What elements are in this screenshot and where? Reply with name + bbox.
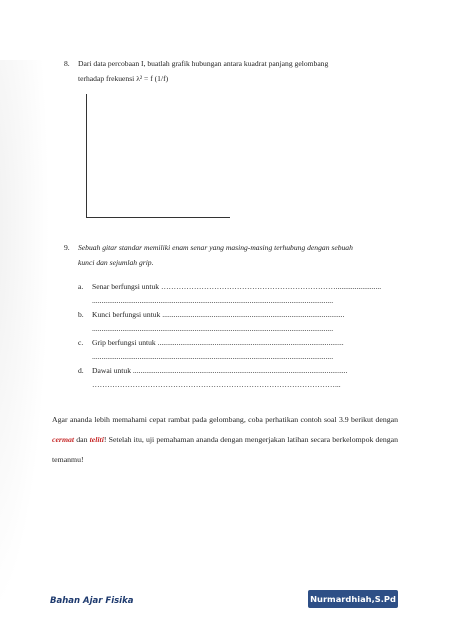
emphasis-teliti: teliti (89, 435, 104, 444)
question-8-text (78, 56, 398, 86)
background-decoration (0, 60, 50, 620)
item-d-answer-line: ……………………………………………………………………………………... (92, 380, 341, 389)
question-8 (64, 56, 398, 88)
instruction-paragraph (52, 410, 398, 470)
item-b-prompt: Kunci berfungsi untuk ................................................................................................ (92, 310, 345, 319)
paragraph-part-1: Agar ananda lebih memahami cepat rambat pada gelombang, coba perhatikan contoh soal 3.9 berikut dengan (52, 415, 398, 424)
item-b-answer-line: ............................................................................................................................... (92, 324, 334, 333)
question-8-line-2: terhadap frekuensi λ² = f (1/f) (78, 74, 169, 83)
question-9-text (78, 240, 398, 270)
graph-x-axis (86, 217, 230, 218)
footer-book-title: Bahan Ajar Fisika (50, 596, 134, 606)
paragraph-part-2: dan (74, 435, 90, 444)
paragraph-part-3: ! Setelah itu, uji pemahaman ananda dengan mengerjakan latihan secara berkelompok dengan temanmu! (52, 435, 399, 464)
question-9-line-1: Sebuah gitar standar memiliki enam senar yang masing-masing terhubung dengan sebuah (78, 243, 353, 252)
item-c-prompt: Grip berfungsi untuk .................................................................................................. (92, 338, 344, 347)
blank-graph-area (86, 94, 230, 218)
item-c-letter: c. (78, 338, 84, 347)
item-c-answer-line: ............................................................................................................................... (92, 352, 334, 361)
footer-author-badge: Nurmardhiah,S.Pd (308, 590, 398, 608)
question-8-line-1: Dari data percobaan I, buatlah grafik hubungan antara kuadrat panjang gelombang (78, 59, 329, 68)
item-a-letter: a. (78, 282, 84, 291)
item-a-prompt: Senar berfungsi untuk ……………………………………………………………........................ (92, 282, 382, 291)
question-9 (64, 240, 398, 272)
question-8-number: 8. (64, 59, 70, 68)
item-d-letter: d. (78, 366, 84, 375)
question-9-line-2: kunci dan sejumlah grip. (78, 258, 154, 267)
graph-y-axis (86, 94, 87, 218)
item-b-letter: b. (78, 310, 84, 319)
item-a-answer-line: ............................................................................................................................... (92, 296, 334, 305)
emphasis-cermat: cermat (52, 435, 75, 444)
item-d-prompt: Dawai untuk ................................................................................................................. (92, 366, 348, 375)
question-9-number: 9. (64, 243, 70, 252)
